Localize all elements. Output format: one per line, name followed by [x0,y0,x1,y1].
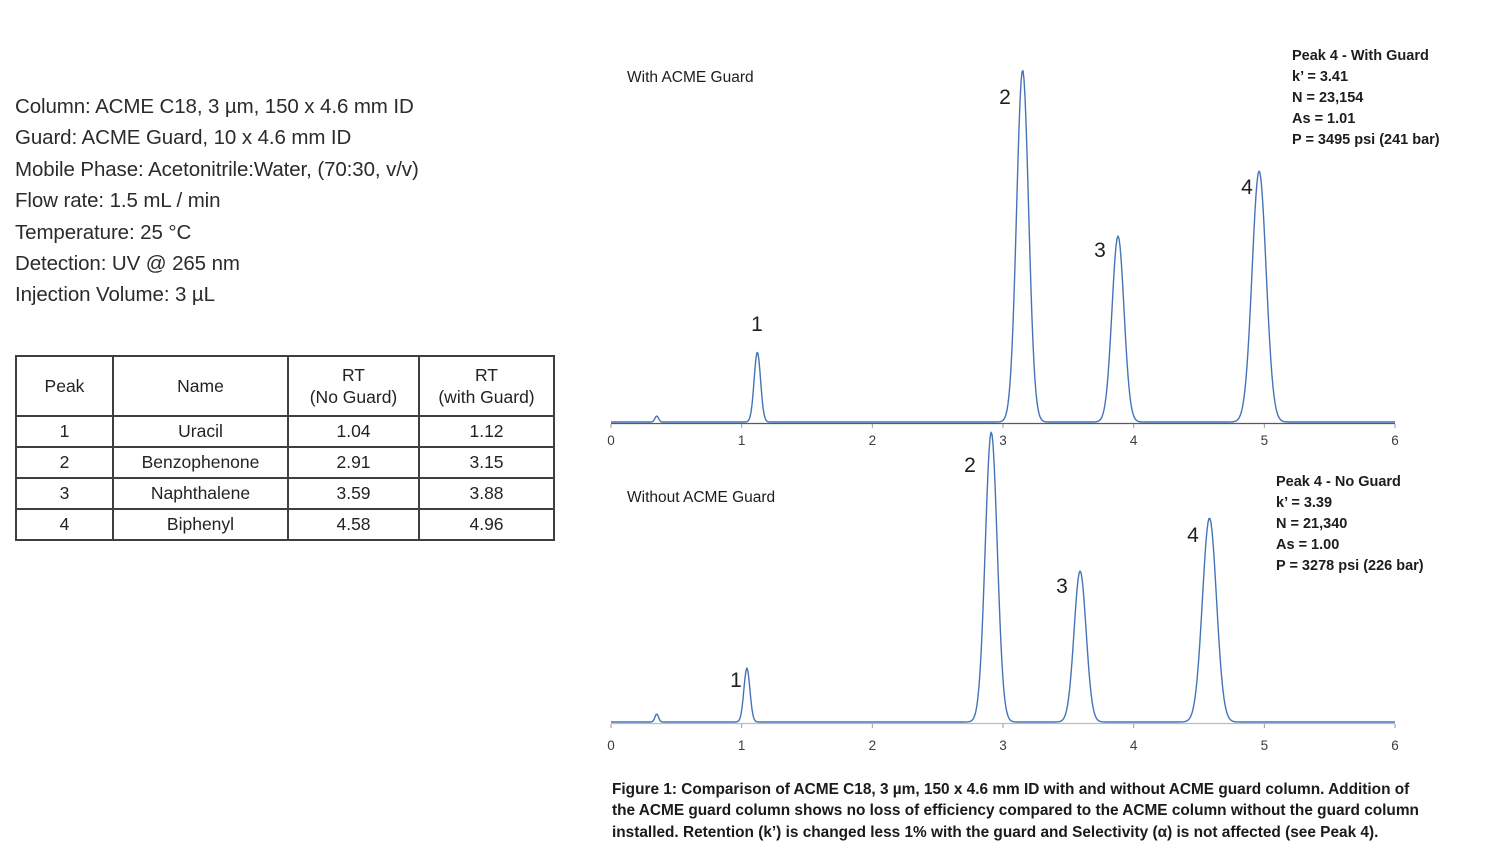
peak-number-label: 3 [1056,575,1068,598]
cell-peak: 4 [16,509,113,540]
x-axis-tick-label: 2 [868,433,877,448]
annotation-asymmetry: As = 1.00 [1276,537,1340,553]
x-axis-tick-label: 2 [868,738,877,753]
chromatogram-trace [611,71,1395,422]
peak-table-header-row [16,356,554,416]
peak-number-label: 1 [751,313,763,336]
peak-number-label: 2 [999,86,1011,109]
annotation-peak4-no-guard [1276,472,1424,577]
annotation-plates: N = 23,154 [1292,90,1364,106]
x-axis-tick-label: 3 [999,738,1007,753]
x-axis-tick-label: 4 [1129,738,1138,753]
annotation-peak4-with-guard [1292,46,1440,151]
cell-name: Naphthalene [113,478,288,509]
cell-rt-no-guard: 1.04 [288,416,419,447]
header-cell-name [113,356,288,416]
cell-rt-with-guard: 4.96 [419,509,554,540]
condition-line: Injection Volume: 3 µL [15,283,215,307]
cell-rt-with-guard: 3.15 [419,447,554,478]
chart-title-no-guard: Without ACME Guard [627,489,776,506]
cell-rt-with-guard: 1.12 [419,416,554,447]
caption-line: the ACME guard column shows no loss of efficiency compared to the ACME column without the guard column [612,802,1419,820]
header-title: RT [341,365,365,385]
header-subtitle: (with Guard) [438,387,535,407]
x-axis-tick-label: 1 [737,738,746,753]
annotation-pressure: P = 3495 psi (241 bar) [1292,132,1440,148]
cell-rt-no-guard: 3.59 [288,478,419,509]
x-axis-tick-label: 0 [607,433,615,448]
x-axis-tick-label: 5 [1260,433,1269,448]
cell-rt-no-guard: 4.58 [288,509,419,540]
header-title: Peak [44,376,85,396]
peak-number-label: 1 [730,669,742,692]
table-row [16,416,554,447]
header-subtitle: (No Guard) [309,387,398,407]
cell-name: Uracil [113,416,288,447]
annotation-plates: N = 21,340 [1276,516,1348,532]
annotation-pressure: P = 3278 psi (226 bar) [1276,558,1424,574]
x-axis-tick-label: 4 [1129,433,1138,448]
header-title: Name [177,376,224,396]
annotation-asymmetry: As = 1.01 [1292,111,1356,127]
x-axis-tick-label: 5 [1260,738,1269,753]
chromatogram-with-guard-plot [605,55,1400,455]
annotation-title: Peak 4 - No Guard [1276,474,1401,490]
condition-line: Guard: ACME Guard, 10 x 4.6 mm ID [15,126,352,150]
x-axis-tick-label: 6 [1391,433,1399,448]
peak-number-label: 4 [1241,176,1253,199]
annotation-kprime: k’ = 3.41 [1292,69,1349,85]
condition-line: Mobile Phase: Acetonitrile:Water, (70:30, v/v) [15,157,419,181]
method-conditions [15,91,419,311]
x-axis-tick-label: 1 [737,433,746,448]
cell-name: Biphenyl [113,509,288,540]
peak-number-label: 2 [964,454,976,477]
cell-rt-with-guard: 3.88 [419,478,554,509]
peak-table [15,355,555,541]
header-cell-rt-no-guard [288,356,419,416]
condition-line: Column: ACME C18, 3 µm, 150 x 4.6 mm ID [15,95,414,118]
x-axis-tick-label: 6 [1391,738,1399,753]
caption-line: installed. Retention (k’) is changed less 1% with the guard and Selectivity (α) is not affected (see Peak 4). [612,823,1379,841]
annotation-title: Peak 4 - With Guard [1292,48,1429,64]
x-axis-tick-label: 0 [607,738,615,753]
condition-line: Flow rate: 1.5 mL / min [15,189,221,213]
peak-number-label: 4 [1187,524,1199,547]
figure-caption [612,779,1462,843]
condition-line: Detection: UV @ 265 nm [15,252,240,276]
x-axis-tick-label: 3 [999,433,1007,448]
cell-name: Benzophenone [113,447,288,478]
caption-line: Figure 1: Comparison of ACME C18, 3 µm, 150 x 4.6 mm ID with and without ACME guard column. Addition of [612,781,1410,798]
peak-number-label: 3 [1094,239,1106,262]
cell-peak: 3 [16,478,113,509]
table-row [16,509,554,540]
annotation-kprime: k’ = 3.39 [1276,495,1333,511]
header-title: RT [474,365,498,385]
cell-peak: 2 [16,447,113,478]
header-cell-peak [16,356,113,416]
table-row [16,447,554,478]
table-row [16,478,554,509]
cell-peak: 1 [16,416,113,447]
cell-rt-no-guard: 2.91 [288,447,419,478]
condition-line: Temperature: 25 °C [15,220,192,244]
chart-title-with-guard: With ACME Guard [627,69,754,86]
header-cell-rt-with-guard [419,356,554,416]
